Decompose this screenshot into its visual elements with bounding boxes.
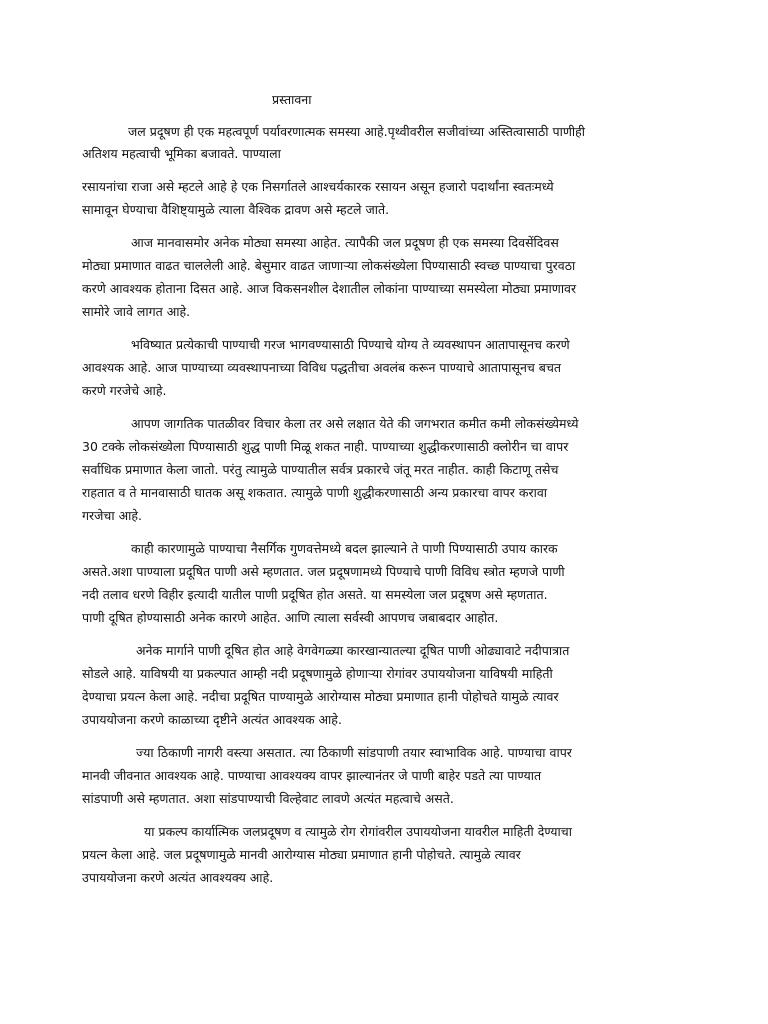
paragraph-line: या प्रकल्प कार्यात्मिक जलप्रदूषण व त्यामुळे रोग रोगांवरील उपाययोजना यावरील माहिती देण्याचा xyxy=(144,824,572,839)
paragraph-line: मानवी जीवनात आवश्यक आहे. पाण्याचा आवश्यक्य वापर झाल्यानंतर जे पाणी बाहेर पडते त्या पाण्यात xyxy=(82,768,542,783)
paragraph-line: सर्वाधिक प्रमाणात केला जातो. परंतु त्यामुळे पाण्यातील सर्वत्र प्रकारचे जंतू मरत नाहीत. काही किटाणू तसेच xyxy=(82,462,559,477)
paragraph-line: आपण जागतिक पातळीवर विचार केला तर असे लक्षात येते की जगभरात कमीत कमी लोकसंख्येमध्ये xyxy=(131,416,579,431)
paragraph-line: देण्याचा प्रयत्न केला आहे. नदीचा प्रदूषित पाण्यामुळे आरोग्यास मोठ्या प्रमाणात हानी पोहोचते यामुळे त्यावर xyxy=(82,689,559,704)
paragraph-line: उपाययोजना करणे काळाच्या दृष्टीने अत्यंत आवश्यक आहे. xyxy=(82,712,342,727)
paragraph-line: प्रयत्न केला आहे. जल प्रदूषणामुळे मानवी आरोग्यास मोठ्या प्रमाणात हानी पोहोचते. त्यामुळे त्यावर xyxy=(82,847,521,862)
paragraph-line: सामावून घेण्याचा वैशिष्ट्यामुळे त्याला वैश्विक द्रावण असे म्हटले जाते. xyxy=(82,202,390,217)
paragraph-line: सोडले आहे. याविषयी या प्रकल्पात आम्ही नदी प्रदूषणामुळे होणाऱ्या रोगांवर उपाययोजना याविषयी माहिती xyxy=(82,666,553,681)
paragraph-line: भविष्यात प्रत्येकाची पाण्याची गरज भागवण्यासाठी पिण्याचे योग्य ते व्यवस्थापन आतापासूनच करणे xyxy=(131,337,570,352)
paragraph-line: सामोरे जावे लागत आहे. xyxy=(82,304,191,319)
paragraph-line: अनेक मार्गाने पाणी दूषित होत आहे वेगवेगळ्या कारखान्यातल्या दूषित पाणी ओढ्यावाटे नदीपात्रात xyxy=(136,643,570,658)
paragraph-line: 30 टक्के लोकसंख्येला पिण्यासाठी शुद्ध पाणी मिळू शकत नाही. पाण्याच्या शुद्धीकरणासाठी क्लोरीन चा वापर xyxy=(82,439,569,454)
paragraph-line: उपाययोजना करणे अत्यंत आवश्यक्य आहे. xyxy=(82,870,274,885)
paragraph-line: राहतात व ते मानवासाठी घातक असू शकतात. त्यामुळे पाणी शुद्धीकरणासाठी अन्य प्रकारचा वापर करावा xyxy=(82,485,548,500)
paragraph-line: करणे गरजेचे आहे. xyxy=(82,383,167,398)
paragraph-line: सांडपाणी असे म्हणतात. अशा सांडपाण्याची विल्हेवाट लावणे अत्यंत महत्वाचे असते. xyxy=(82,791,454,806)
paragraph-line: ज्या ठिकाणी नागरी वस्त्या असतात. त्या ठिकाणी सांडपाणी तयार स्वाभाविक आहे. पाण्याचा वापर xyxy=(136,745,572,760)
paragraph-line: जल प्रदूषण ही एक महत्वपूर्ण पर्यावरणात्मक समस्या आहे.पृथ्वीवरील सजीवांच्या अस्तित्वासाठी पाणीही xyxy=(128,124,585,139)
paragraph-line: नदी तलाव धरणे विहीर इत्यादी यातील पाणी प्रदूषित होत असते. या समस्येला जल प्रदूषण असे म्हणतात. xyxy=(82,587,548,602)
paragraph-line: आज मानवासमोर अनेक मोठ्या समस्या आहेत. त्यापैकी जल प्रदूषण ही एक समस्या दिवसेंदिवस xyxy=(131,235,559,250)
paragraph-line: पाणी दूषित होण्यासाठी अनेक कारणे आहेत. आणि त्याला सर्वस्वी आपणच जबाबदार आहोत. xyxy=(82,610,499,625)
paragraph-line: आवश्यक आहे. आज पाण्याच्या व्यवस्थापनाच्या विविध पद्धतीचा अवलंब करून पाण्याचे आतापासूनच बचत xyxy=(82,360,562,375)
paragraph-line: अतिशय महत्वाची भूमिका बजावते. पाण्याला xyxy=(82,146,281,161)
document-title: प्रस्तावना xyxy=(272,92,312,107)
paragraph-line: मोठ्या प्रमाणात वाढत चाललेली आहे. बेसुमार वाढत जाणाऱ्या लोकसंख्येला पिण्यासाठी स्वच्छ पाण्याचा पुरवठा xyxy=(82,258,576,273)
paragraph-line: करणे आवश्यक होताना दिसत आहे. आज विकसनशील देशातील लोकांना पाण्याच्या समस्येला मोठ्या प्रमाणावर xyxy=(82,281,577,296)
paragraph-line: गरजेचा आहे. xyxy=(82,508,142,523)
paragraph-line: काही कारणामुळे पाण्याचा नैसर्गिक गुणवत्तेमध्ये बदल झाल्याने ते पाणी पिण्यासाठी उपाय कारक xyxy=(131,541,558,556)
paragraph-line: असते.अशा पाण्याला प्रदूषित पाणी असे म्हणतात. जल प्रदूषणामध्ये पिण्याचे पाणी विविध स्त्रोत म्हणजे पाणी xyxy=(82,564,565,579)
paragraph-line: रसायनांचा राजा असे म्हटले आहे हे एक निसर्गातले आश्चर्यकारक रसायन असून हजारो पदार्थांना स्वतःमध्ये xyxy=(82,179,554,194)
